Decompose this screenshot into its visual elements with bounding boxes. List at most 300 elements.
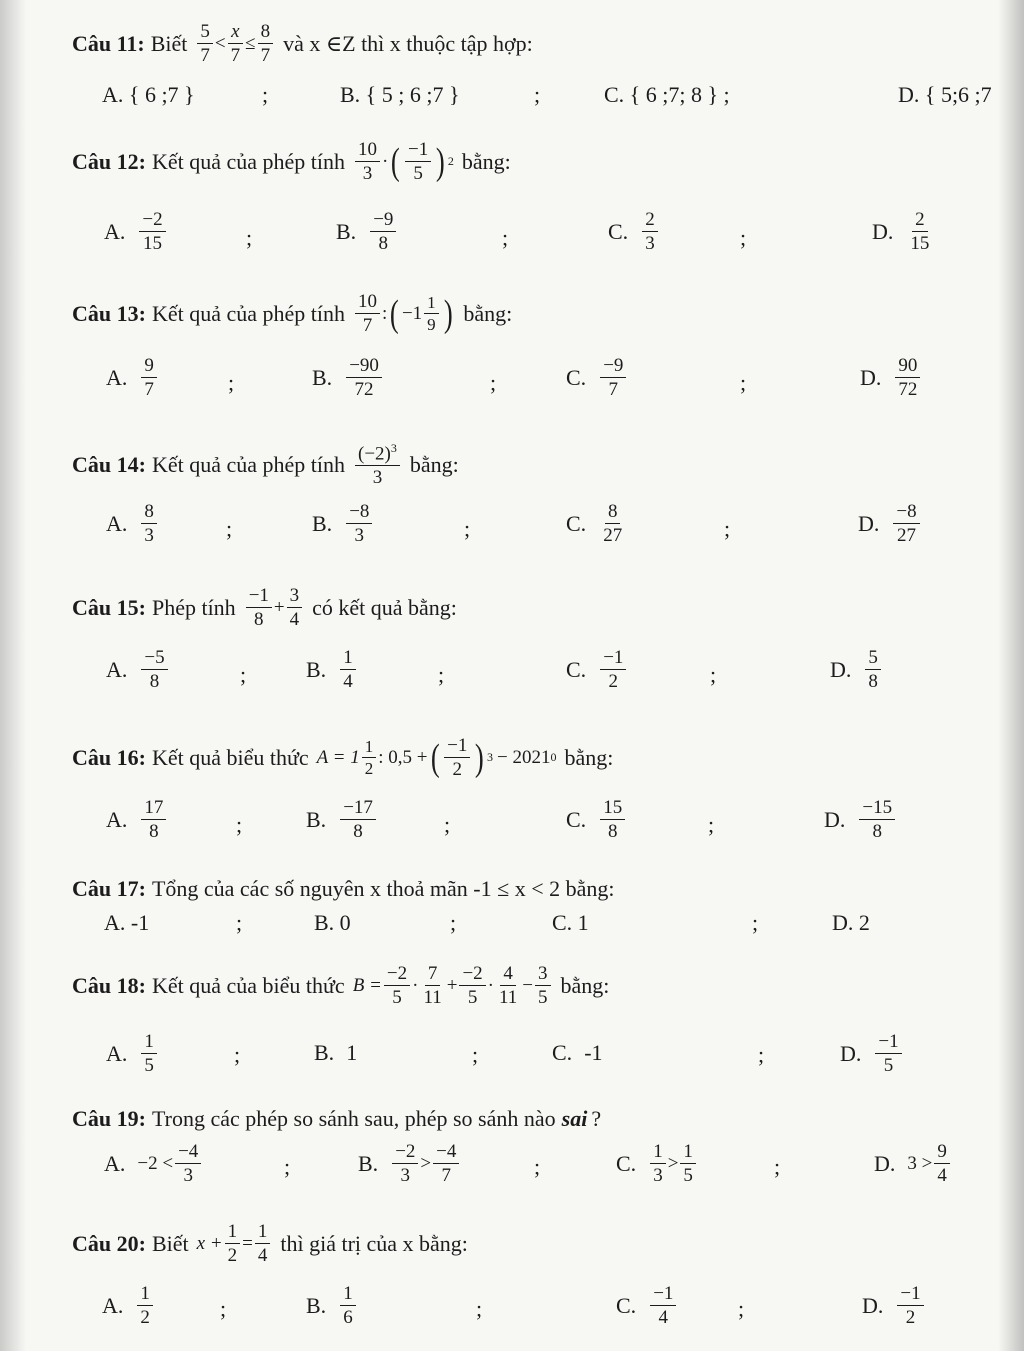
option-letter: D. <box>858 510 880 536</box>
question-16 <box>72 736 613 779</box>
numerator: 2 <box>912 210 928 232</box>
expression-middle: : 0,5 + <box>378 746 428 768</box>
question-expression <box>244 586 304 629</box>
dot-operator: · <box>412 974 419 996</box>
question-19 <box>72 1106 601 1132</box>
option-b[interactable] <box>314 910 351 936</box>
numerator: 2 <box>642 210 658 232</box>
question-label: Câu 17: <box>72 876 146 901</box>
option-a[interactable] <box>104 210 168 253</box>
fraction <box>600 798 625 841</box>
operator: + <box>273 596 285 618</box>
fraction <box>865 648 881 691</box>
option-value: 1 <box>346 1040 358 1065</box>
denominator: 5 <box>883 1055 894 1076</box>
option-d[interactable] <box>898 82 992 108</box>
option-text: C. { 6 ;7; 8 } ; <box>604 82 730 107</box>
fraction <box>392 1142 418 1185</box>
option-text: C. 1 <box>552 910 589 935</box>
separator: ; <box>228 370 235 395</box>
denominator: 5 <box>413 163 423 184</box>
option-expression <box>907 1142 951 1185</box>
denominator: 4 <box>343 671 353 692</box>
option-c[interactable] <box>604 82 730 108</box>
question-20 <box>72 1222 468 1265</box>
option-b[interactable] <box>306 648 358 691</box>
option-letter: D. <box>872 218 894 244</box>
question-17 <box>72 876 614 902</box>
option-a[interactable] <box>104 1142 203 1185</box>
option-b[interactable] <box>306 798 378 841</box>
numerator: 8 <box>258 22 274 44</box>
separator: ; <box>438 662 445 687</box>
option-text: D. 2 <box>832 910 870 935</box>
denominator: 5 <box>538 987 548 1008</box>
question-text: Kết quả biểu thức <box>151 744 309 770</box>
question-18 <box>72 964 609 1007</box>
question-label: Câu 19: <box>72 1106 146 1131</box>
question-expression <box>197 1222 273 1265</box>
option-letter: A. <box>106 1040 128 1066</box>
question-label: Câu 20: <box>72 1230 146 1256</box>
denominator: 7 <box>144 379 154 400</box>
separator: ; <box>236 910 243 935</box>
option-c[interactable] <box>566 356 628 399</box>
fraction <box>346 502 372 545</box>
photo-edge-shadow-right <box>998 0 1024 1351</box>
question-text-post: bằng: <box>560 972 610 998</box>
option-letter: B. <box>306 806 327 832</box>
fraction <box>225 1222 241 1265</box>
question-label: Câu 13: <box>72 300 146 326</box>
question-12 <box>72 140 511 183</box>
option-c[interactable] <box>552 910 589 936</box>
option-d[interactable] <box>872 210 934 253</box>
question-text: Trong các phép so sánh sau, phép so sánh nào <box>151 1106 556 1131</box>
question-text-post: bằng: <box>463 300 513 326</box>
denominator: 2 <box>227 1245 238 1266</box>
numerator: 1 <box>424 294 439 314</box>
numerator: −2 <box>392 1142 418 1164</box>
question-label: Câu 16: <box>72 744 146 770</box>
fraction <box>420 964 444 1007</box>
dot-operator: · <box>382 150 389 172</box>
fraction <box>141 648 167 691</box>
option-c[interactable] <box>616 1142 698 1185</box>
question-text: Kết quả của phép tính <box>151 148 346 174</box>
exponent: 2 <box>447 154 454 168</box>
option-a[interactable] <box>106 502 159 545</box>
option-text: D. { 5;6 ;7 <box>898 82 992 107</box>
separator: ; <box>450 910 457 935</box>
fraction <box>444 736 470 779</box>
numerator: 5 <box>865 648 881 670</box>
question-expression <box>317 736 557 779</box>
fraction <box>141 502 157 545</box>
denominator: 8 <box>353 821 363 842</box>
denominator: 27 <box>603 525 623 546</box>
comparison-operator: > <box>667 1152 679 1174</box>
denominator: 2 <box>452 759 463 780</box>
option-text: A. -1 <box>104 910 150 935</box>
exponent: 3 <box>487 750 494 764</box>
question-expression <box>353 964 553 1007</box>
denominator: 5 <box>144 1055 154 1076</box>
separator: ; <box>774 1154 781 1179</box>
option-c[interactable] <box>552 1040 603 1066</box>
denominator: 8 <box>149 821 159 842</box>
separator: ; <box>472 1042 479 1067</box>
separator: ; <box>236 812 243 837</box>
option-letter: C. <box>616 1150 637 1176</box>
numerator: 9 <box>934 1142 950 1164</box>
numerator: −1 <box>405 140 431 162</box>
option-expression <box>137 1142 203 1185</box>
paren-right: ) <box>475 736 485 779</box>
numerator: 1 <box>255 1222 271 1244</box>
fraction <box>600 648 626 691</box>
denominator: 8 <box>872 821 882 842</box>
option-letter: C. <box>552 1040 573 1065</box>
option-letter: B. <box>314 1040 335 1065</box>
fraction <box>228 22 244 65</box>
option-d[interactable] <box>832 910 870 936</box>
exponent: 3 <box>390 441 397 455</box>
option-letter: D. <box>860 364 882 390</box>
question-11 <box>72 22 533 65</box>
option-letter: C. <box>566 656 587 682</box>
numerator: −1 <box>897 1284 923 1306</box>
denominator: 7 <box>200 45 210 66</box>
option-letter: A. <box>106 364 128 390</box>
question-13 <box>72 292 512 335</box>
separator: ; <box>708 812 715 837</box>
numerator: −8 <box>346 502 372 524</box>
question-text: Kết quả của phép tính <box>151 300 346 326</box>
denominator: 72 <box>898 379 918 400</box>
option-a[interactable] <box>106 648 170 691</box>
option-b[interactable] <box>340 82 460 108</box>
denominator: 3 <box>354 525 365 546</box>
separator: ; <box>476 1296 483 1321</box>
separator: ; <box>752 910 759 935</box>
numerator: −1 <box>600 648 626 670</box>
option-letter: A. <box>102 1292 124 1318</box>
option-expression <box>648 1142 698 1185</box>
numerator: 1 <box>680 1142 696 1164</box>
option-d[interactable] <box>862 1284 926 1327</box>
separator: ; <box>534 1154 541 1179</box>
numerator: −1 <box>650 1284 676 1306</box>
numerator: 1 <box>225 1222 241 1244</box>
numerator: 10 <box>355 140 380 162</box>
option-letter: D. <box>824 806 846 832</box>
expression-tail: − 2021 <box>497 746 551 768</box>
expression-left: 3 > <box>907 1152 933 1174</box>
option-text: A. { 6 ;7 } <box>102 82 195 107</box>
option-value: -1 <box>584 1040 603 1065</box>
numerator <box>355 442 400 466</box>
denominator: 2 <box>905 1307 916 1328</box>
fraction <box>370 210 396 253</box>
question-text: Kết quả của phép tính <box>151 451 346 477</box>
numerator <box>228 22 242 44</box>
question-expression <box>195 22 275 65</box>
separator: ; <box>262 82 269 107</box>
fraction <box>433 1142 459 1185</box>
separator: ; <box>240 662 247 687</box>
denominator: 11 <box>499 987 518 1008</box>
numerator: −8 <box>893 502 919 524</box>
denominator: 8 <box>868 671 878 692</box>
question-text: Kết quả của biểu thức <box>151 972 345 998</box>
option-letter: B. <box>312 510 333 536</box>
denominator: 3 <box>362 163 373 184</box>
question-label: Câu 15: <box>72 594 146 620</box>
fraction <box>859 798 895 841</box>
denominator: 11 <box>423 987 442 1008</box>
option-letter: A. <box>104 218 126 244</box>
separator: ; <box>740 225 747 250</box>
option-c[interactable] <box>566 502 627 545</box>
paren-left: ( <box>390 292 400 335</box>
numerator: −4 <box>433 1142 459 1164</box>
fraction <box>600 502 625 545</box>
fraction <box>355 442 400 487</box>
separator: ; <box>534 82 541 107</box>
numerator: 7 <box>425 964 441 986</box>
denominator: 5 <box>467 987 478 1008</box>
option-c[interactable] <box>566 648 628 691</box>
operator: = <box>242 1232 253 1254</box>
question-expression <box>353 442 402 487</box>
operator: − <box>522 974 534 996</box>
option-a[interactable] <box>102 1284 155 1327</box>
comparison-operator: > <box>420 1152 432 1174</box>
fraction <box>642 210 658 253</box>
option-d[interactable] <box>830 648 883 691</box>
denominator: 2 <box>140 1307 150 1328</box>
fraction <box>139 210 165 253</box>
option-b[interactable] <box>336 210 398 253</box>
numerator: −1 <box>246 586 272 608</box>
fraction <box>600 356 626 399</box>
option-expression <box>390 1142 461 1185</box>
option-c[interactable] <box>616 1284 678 1327</box>
question-label: Câu 18: <box>72 972 146 998</box>
numerator: 8 <box>605 502 621 524</box>
option-a[interactable] <box>106 798 168 841</box>
option-letter: D. <box>862 1292 884 1318</box>
operator: + <box>446 974 458 996</box>
denominator: 2 <box>608 671 619 692</box>
numerator: 10 <box>355 292 380 314</box>
question-15 <box>72 586 457 629</box>
numerator: −2 <box>384 964 410 986</box>
option-text: B. { 5 ; 6 ;7 } <box>340 82 460 107</box>
question-text-post: bằng: <box>564 744 614 770</box>
paren-left: ( <box>430 736 440 779</box>
numerator: 3 <box>535 964 551 986</box>
expression-lhs: x + <box>196 1232 223 1254</box>
question-text: Tổng của các số nguyên x thoả mãn -1 ≤ x < 2 bằng: <box>151 876 615 901</box>
option-letter: C. <box>566 510 587 536</box>
denominator: 72 <box>354 379 374 400</box>
fraction <box>287 586 303 629</box>
numerator: −1 <box>875 1032 901 1054</box>
option-text: B. 0 <box>314 910 351 935</box>
numerator: 3 <box>287 586 303 608</box>
option-b[interactable] <box>306 1284 358 1327</box>
numerator: 1 <box>340 1284 356 1306</box>
fraction <box>650 1284 676 1327</box>
question-label: Câu 14: <box>72 451 146 477</box>
denominator: 3 <box>372 467 383 489</box>
fraction <box>459 964 485 1007</box>
fraction <box>907 210 932 253</box>
option-a[interactable] <box>106 356 159 399</box>
option-letter: A. <box>106 806 128 832</box>
denominator: 7 <box>608 379 619 400</box>
denominator: 3 <box>144 525 154 546</box>
numerator: 9 <box>141 356 157 378</box>
numerator: −1 <box>444 736 470 758</box>
numerator: −5 <box>141 648 167 670</box>
fraction <box>405 140 431 183</box>
expression-left: −2 < <box>137 1152 174 1174</box>
denominator: 15 <box>910 233 930 254</box>
numerator: −15 <box>859 798 895 820</box>
fraction <box>650 1142 666 1185</box>
separator: ; <box>710 662 717 687</box>
option-letter: D. <box>874 1150 896 1176</box>
variable: x <box>231 21 240 42</box>
separator: ; <box>284 1154 291 1179</box>
option-letter: B. <box>358 1150 379 1176</box>
denominator: 27 <box>897 525 916 546</box>
fraction <box>197 22 213 65</box>
fraction <box>141 798 166 841</box>
option-letter: C. <box>566 364 587 390</box>
expression-lhs: B = <box>352 974 382 996</box>
numerator: 1 <box>362 738 377 758</box>
denominator: 6 <box>343 1307 353 1328</box>
denominator: 8 <box>378 233 389 254</box>
denominator: 7 <box>362 315 373 336</box>
question-text: Phép tính <box>151 594 236 620</box>
numerator: −2 <box>459 964 485 986</box>
numerator: 8 <box>141 502 157 524</box>
option-letter: C. <box>608 218 629 244</box>
denominator: 5 <box>392 987 402 1008</box>
separator: ; <box>738 1296 745 1321</box>
question-expression <box>353 292 455 335</box>
numerator: −17 <box>340 798 376 820</box>
option-c[interactable] <box>608 210 660 253</box>
question-text-post: và x ∈Z thì x thuộc tập hợp: <box>283 30 533 56</box>
separator: ; <box>490 370 497 395</box>
numerator: −4 <box>175 1142 201 1164</box>
denominator: 7 <box>260 45 271 66</box>
option-c[interactable] <box>566 798 627 841</box>
option-d[interactable] <box>824 798 897 841</box>
paren-left: ( <box>391 140 401 183</box>
numerator: 1 <box>650 1142 666 1164</box>
option-d[interactable] <box>874 1142 952 1185</box>
fraction <box>496 964 520 1007</box>
option-a[interactable] <box>106 1032 159 1075</box>
fraction <box>340 798 376 841</box>
separator: ; <box>226 516 233 541</box>
numerator: 1 <box>137 1284 153 1306</box>
option-letter: C. <box>566 806 587 832</box>
fraction <box>895 356 920 399</box>
fraction <box>362 738 377 777</box>
denominator: 8 <box>254 609 264 630</box>
denominator: 4 <box>937 1165 947 1186</box>
numerator: 90 <box>895 356 920 378</box>
question-text: Biết <box>151 1230 189 1256</box>
denominator: 4 <box>289 609 300 630</box>
option-letter: A. <box>106 510 128 536</box>
fraction <box>875 1032 901 1075</box>
fraction <box>258 22 274 65</box>
fraction <box>340 648 356 691</box>
numerator: 4 <box>500 964 516 986</box>
emphasis-word: sai <box>561 1106 588 1131</box>
fraction <box>141 356 157 399</box>
fraction <box>934 1142 950 1185</box>
numerator: −2 <box>139 210 165 232</box>
option-letter: D. <box>830 656 852 682</box>
option-a[interactable] <box>102 82 195 108</box>
option-d[interactable] <box>858 502 922 545</box>
option-b[interactable] <box>314 1040 357 1066</box>
option-letter: A. <box>106 656 128 682</box>
divide-operator: : <box>382 302 388 324</box>
fraction <box>680 1142 696 1185</box>
option-a[interactable] <box>104 910 149 936</box>
option-b[interactable] <box>358 1142 461 1185</box>
option-b[interactable] <box>312 356 384 399</box>
separator: ; <box>444 812 451 837</box>
fraction <box>893 502 919 545</box>
expression-lhs: A = 1 <box>316 746 360 768</box>
option-letter: B. <box>306 656 327 682</box>
fraction <box>246 586 272 629</box>
fraction <box>355 140 380 183</box>
option-letter: B. <box>306 1292 327 1318</box>
option-letter: A. <box>104 1150 126 1176</box>
separator: ; <box>220 1296 227 1321</box>
question-text-post: thì giá trị của x bằng: <box>280 1230 468 1256</box>
denominator: 8 <box>149 671 160 692</box>
fraction <box>355 292 380 335</box>
option-d[interactable] <box>860 356 922 399</box>
numerator: 5 <box>197 22 213 44</box>
option-b[interactable] <box>312 502 374 545</box>
option-letter: B. <box>312 364 333 390</box>
denominator: 4 <box>658 1307 669 1328</box>
option-d[interactable] <box>840 1032 904 1075</box>
paren-right: ) <box>436 140 445 183</box>
fraction <box>137 1284 153 1327</box>
question-text-post: bằng: <box>409 451 459 477</box>
numerator: −90 <box>346 356 382 378</box>
question-label: Câu 12: <box>72 148 146 174</box>
separator: ; <box>758 1042 765 1067</box>
numerator: 1 <box>141 1032 157 1054</box>
